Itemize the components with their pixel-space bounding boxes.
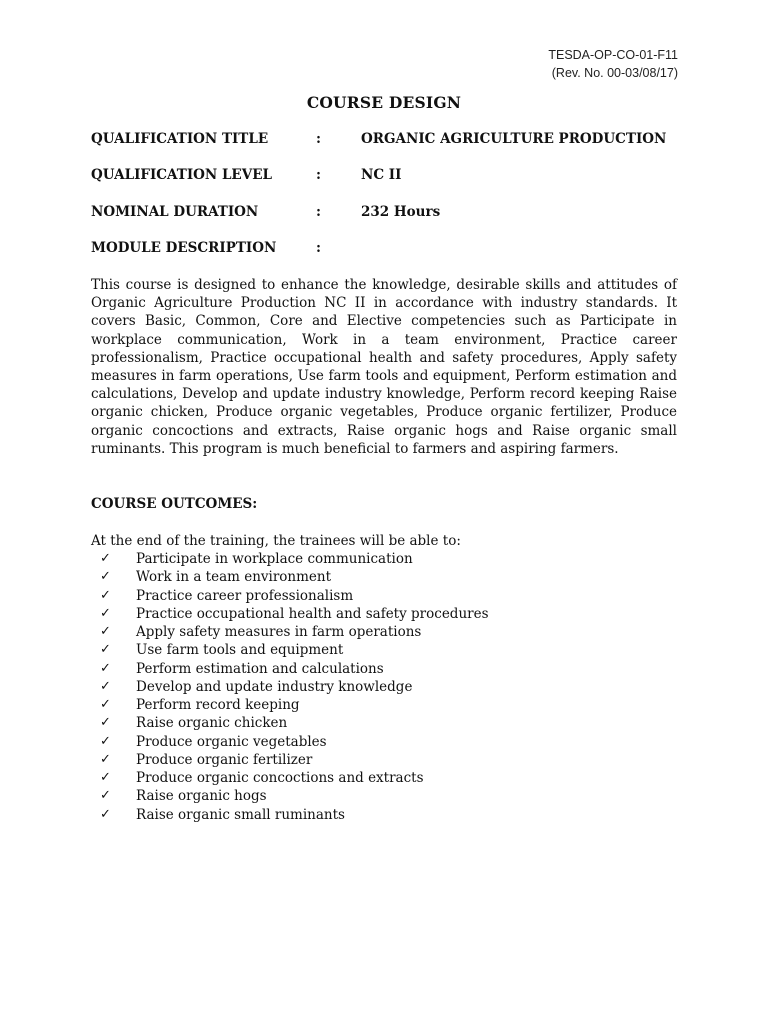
separator-colon: : [316,240,321,256]
outcome-text: Raise organic small ruminants [136,806,345,823]
outcome-text: Produce organic concoctions and extracts [136,770,424,786]
qualification-level-label: QUALIFICATION LEVEL [91,167,272,183]
checkmark-icon: ✓ [100,697,111,712]
revision-number: (Rev. No. 00-03/08/17) [551,66,678,80]
checkmark-icon: ✓ [100,569,111,585]
outcome-text: Use farm tools and equipment [136,642,344,659]
checkmark-icon: ✓ [100,806,111,822]
outcome-text: Work in a team environment [136,569,332,586]
checkmark-icon: ✓ [100,733,111,749]
page-title: COURSE DESIGN [306,93,462,112]
checkmark-icon: ✓ [100,587,111,603]
outcome-text: Produce organic vegetables [136,733,327,750]
module-description-row [91,240,691,262]
outcome-text: Develop and update industry knowledge [136,678,413,695]
outcome-text: Raise organic hogs [136,788,267,805]
qualification-title-value: ORGANIC AGRICULTURE PRODUCTION [361,131,667,147]
document-code [548,46,678,82]
outcome-text: Raise organic chicken [136,715,288,732]
nominal-duration-value: 232 Hours [361,204,441,220]
checkmark-icon: ✓ [100,660,111,676]
qualification-level-value: NC II [361,167,402,183]
checkmark-icon: ✓ [100,770,111,785]
separator-colon: : [316,131,321,147]
outcome-text: Participate in workplace communication [136,551,413,567]
form-code: TESDA-OP-CO-01-F11 [548,48,678,62]
checkmark-icon: ✓ [100,551,111,566]
separator-colon: : [316,167,321,183]
outcome-text: Perform estimation and calculations [136,660,384,677]
course-outcomes-heading: COURSE OUTCOMES: [91,496,258,512]
qualification-title-row [91,131,691,153]
separator-colon: : [316,204,321,220]
checkmark-icon: ✓ [100,788,111,804]
checkmark-icon: ✓ [100,751,111,767]
qualification-level-row [91,167,691,189]
outcome-text: Apply safety measures in farm operations [136,624,422,640]
course-outcomes-intro: At the end of the training, the trainees will be able to: [91,533,461,549]
outcome-text: Practice career professionalism [136,587,354,604]
checkmark-icon: ✓ [100,624,111,639]
nominal-duration-label: NOMINAL DURATION [91,204,259,220]
checkmark-icon: ✓ [100,642,111,658]
nominal-duration-row [91,204,691,226]
module-description-text: This course is designed to enhance the knowledge, desirable skills and attitudes of Organic Agriculture Production NC II in accordance with industry standards. It covers Basic, Common, Core and Elective competencies such as Participate in workplace communication, Work in a team environment, Practice career professionalism, Practice occupational health and safety procedures, Apply safety measures in farm operations, Use farm tools and equipment, Perform estimation and calculations, Develop and update industry knowledge, Perform record keeping Raise organic chicken, Produce organic vegetables, Produce organic fertilizer, Produce organic concoctions and extracts, Raise organic hogs and Raise organic small ruminants. This program is much beneficial to farmers and aspiring farmers. [91,277,677,457]
qualification-title-label: QUALIFICATION TITLE [91,131,269,147]
outcome-text: Perform record keeping [136,697,300,713]
checkmark-icon: ✓ [100,678,111,694]
checkmark-icon: ✓ [100,605,111,621]
outcome-text: Practice occupational health and safety procedures [136,605,489,622]
module-description-label: MODULE DESCRIPTION [91,240,277,256]
checkmark-icon: ✓ [100,715,111,731]
outcome-text: Produce organic fertilizer [136,751,313,768]
